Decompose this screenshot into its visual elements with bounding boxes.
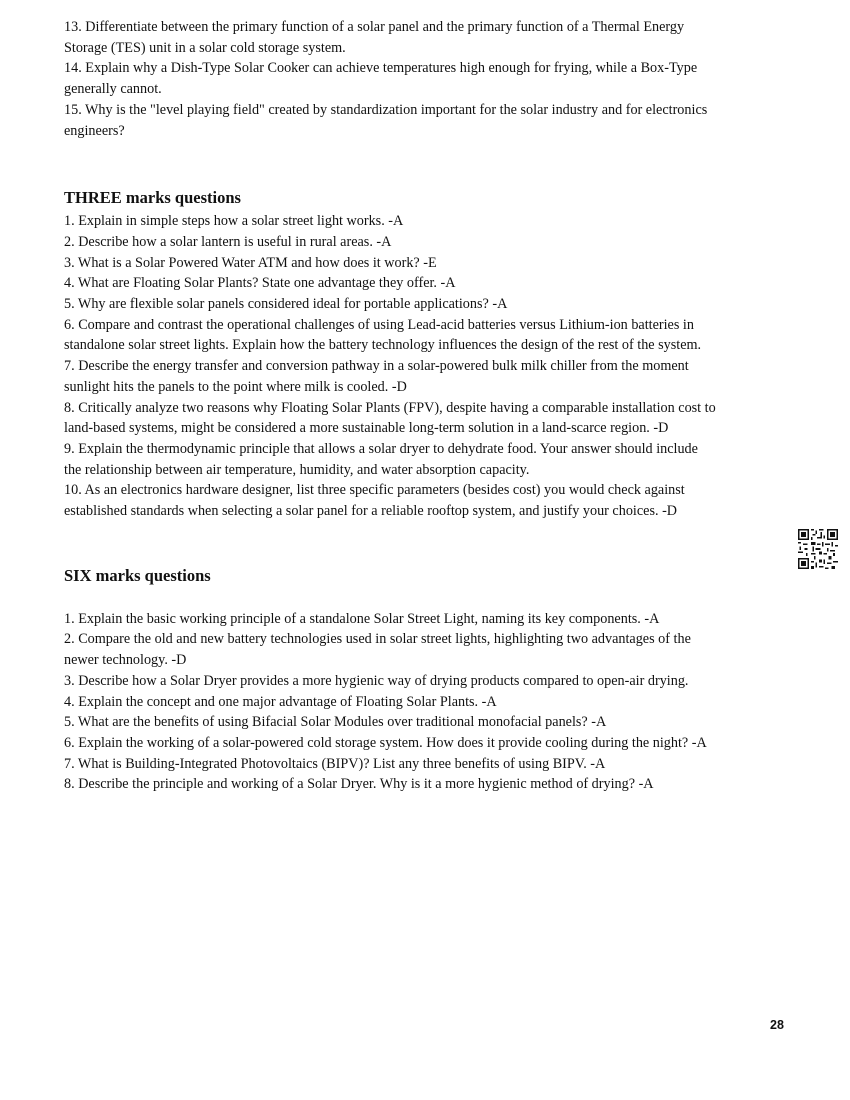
top-questions-block (64, 17, 786, 141)
question-line: 9. Explain the thermodynamic principle that allows a solar dryer to dehydrate food. Your answer should include (64, 440, 698, 457)
question-line: engineers? (64, 122, 125, 139)
three-marks-questions (64, 211, 786, 522)
six-marks-questions (64, 609, 786, 795)
question-line: 1. Explain in simple steps how a solar street light works. -A (64, 213, 404, 230)
question-line: 13. Differentiate between the primary function of a solar panel and the primary function of a Thermal Energy (64, 19, 685, 35)
page-number: 28 (770, 1018, 784, 1032)
question-line: 4. What are Floating Solar Plants? State one advantage they offer. -A (64, 275, 456, 292)
question-line: 14. Explain why a Dish-Type Solar Cooker can achieve temperatures high enough for frying, while a Box-Type (64, 60, 698, 77)
question-line: 6. Explain the working of a solar-powered cold storage system. How does it provide cooling during the night? -A (64, 734, 707, 751)
question-line: 5. What are the benefits of using Bifacial Solar Modules over traditional monofacial panels? -A (64, 714, 607, 731)
question-line: 15. Why is the "level playing field" created by standardization important for the solar industry and for electronics (64, 101, 708, 118)
question-line: 8. Critically analyze two reasons why Floating Solar Plants (FPV), despite having a comparable installation cost to (64, 399, 716, 416)
question-line: 7. Describe the energy transfer and conversion pathway in a solar-powered bulk milk chiller from the moment (64, 358, 689, 375)
question-line: 2. Describe how a solar lantern is useful in rural areas. -A (64, 233, 392, 250)
question-line: 2. Compare the old and new battery technologies used in solar street lights, highlighting two advantages of the (64, 631, 691, 648)
question-line: land-based systems, might be considered a more sustainable long-term solution in a land-scarce region. -D (64, 420, 669, 437)
question-line: the relationship between air temperature, humidity, and water absorption capacity. (64, 461, 530, 478)
question-line: established standards when selecting a solar panel for a reliable rooftop system, and justify your choices. -D (64, 503, 678, 520)
question-line: 10. As an electronics hardware designer, list three specific parameters (besides cost) you would check against (64, 482, 685, 499)
question-line: Storage (TES) unit in a solar cold storage system. (64, 39, 346, 56)
question-line: 6. Compare and contrast the operational challenges of using Lead-acid batteries versus Lithium-ion batteries in (64, 316, 694, 333)
question-line: 1. Explain the basic working principle of a standalone Solar Street Light, naming its key components. -A (64, 610, 660, 627)
question-line: 8. Describe the principle and working of a Solar Dryer. Why is it a more hygienic method of drying? -A (64, 776, 654, 793)
question-line: 3. What is a Solar Powered Water ATM and how does it work? -E (64, 254, 437, 271)
three-marks-heading: THREE marks questions (64, 188, 241, 208)
question-line: newer technology. -D (64, 652, 187, 669)
page-content (64, 17, 786, 795)
qr-code-icon[interactable] (798, 529, 838, 569)
question-line: 4. Explain the concept and one major advantage of Floating Solar Plants. -A (64, 693, 497, 710)
question-line: 7. What is Building-Integrated Photovoltaics (BIPV)? List any three benefits of using BIPV. -A (64, 755, 606, 772)
question-line: standalone solar street lights. Explain how the battery technology influences the design of the rest of the system. (64, 337, 702, 354)
six-marks-heading: SIX marks questions (64, 565, 211, 585)
question-line: 3. Describe how a Solar Dryer provides a more hygienic way of drying products compared to open-air drying. (64, 672, 689, 689)
question-line: 5. Why are flexible solar panels considered ideal for portable applications? -A (64, 296, 508, 313)
question-line: generally cannot. (64, 81, 162, 98)
question-line: sunlight hits the panels to the point where milk is cooled. -D (64, 378, 407, 395)
